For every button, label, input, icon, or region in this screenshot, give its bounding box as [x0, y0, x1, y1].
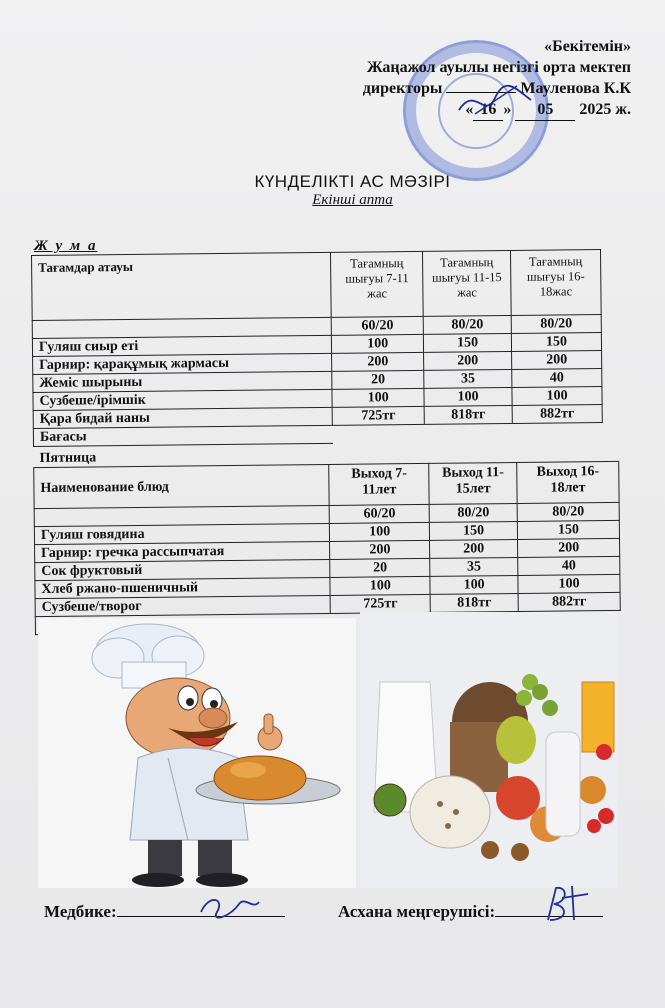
- director-signature: [455, 80, 535, 120]
- row-name: Сок фруктовый: [35, 559, 331, 580]
- approval-date: « 16 » 05 2025 ж.: [363, 99, 631, 121]
- row-value: 150: [424, 333, 512, 352]
- kz-menu-table: [31, 249, 603, 447]
- row-name: Қара бидай наны: [33, 407, 332, 428]
- approval-title: «Бекітемін»: [544, 38, 631, 55]
- ru-col-age-11-15: Выход 11-15лет: [429, 463, 517, 505]
- school-name: Жаңажол ауылы негізгі орта мектеп: [366, 59, 631, 76]
- director-label: директоры: [362, 80, 443, 97]
- row-value: 40: [518, 556, 620, 575]
- row-name: Гуляш сиыр еті: [32, 335, 331, 356]
- row-value: 100: [330, 522, 430, 541]
- row-name: Сузбеше/творог: [35, 595, 331, 616]
- healthy-food-photo: [360, 612, 618, 888]
- date-month: 05: [515, 99, 575, 121]
- row-value: 882тг: [512, 405, 602, 424]
- row-value: 200: [332, 352, 424, 371]
- date-year: 2025 ж.: [579, 101, 631, 118]
- kz-col-age-11-15: Тағамның шығуы 11-15 жас: [423, 250, 512, 316]
- row-value: 100: [512, 387, 602, 406]
- row-value: 80/20: [429, 504, 517, 523]
- ru-day-label: Пятница: [34, 445, 619, 468]
- row-name: Сузбеше/ірімшік: [33, 389, 332, 410]
- row-value: 80/20: [423, 315, 511, 334]
- row-value: 200: [330, 540, 430, 559]
- canteen-head-label: Асхана меңгерушісі:: [338, 902, 496, 921]
- row-value: 60/20: [330, 504, 430, 523]
- kz-col-age-7-11: Тағамның шығуы 7-11 жас: [331, 251, 424, 317]
- price-label: Бағасы: [33, 425, 332, 446]
- row-name: Гарнир: гречка рассыпчатая: [35, 541, 331, 562]
- kz-header-row: [32, 250, 602, 321]
- row-value: 35: [424, 369, 512, 388]
- row-value: 200: [430, 540, 518, 559]
- row-value: 20: [330, 558, 430, 577]
- row-value: 200: [512, 351, 602, 370]
- row-value: 80/20: [517, 502, 619, 521]
- row-value: 818тг: [430, 594, 518, 613]
- row-name: Жеміс шырыны: [33, 371, 332, 392]
- canteen-head-signature: [538, 880, 598, 926]
- ru-col-age-7-11: Выход 7-11лет: [329, 463, 429, 505]
- ru-menu-table: [33, 445, 621, 635]
- row-value: 60/20: [331, 316, 423, 335]
- row-value: 882тг: [518, 592, 620, 611]
- row-value: 100: [330, 576, 430, 595]
- row-value: 200: [518, 538, 620, 557]
- ru-header-row: [34, 461, 619, 508]
- row-value: 20: [332, 370, 424, 389]
- row-value: 100: [518, 574, 620, 593]
- row-value: 150: [517, 520, 619, 539]
- row-value: 100: [332, 388, 424, 407]
- row-name: Хлеб ржано-пшеничный: [35, 577, 331, 598]
- chef-illustration: [38, 618, 356, 888]
- ru-col-name: Наименование блюд: [34, 464, 330, 508]
- row-value: 100: [332, 334, 424, 353]
- row-value: 818тг: [424, 405, 512, 424]
- row-name: Гарнир: қарақұмық жармасы: [33, 353, 332, 374]
- row-value: 35: [430, 558, 518, 577]
- nurse-signature: [195, 888, 265, 928]
- row-value: 725тг: [330, 594, 430, 613]
- row-value: 100: [430, 576, 518, 595]
- row-value: 200: [424, 351, 512, 370]
- row-value: 150: [430, 522, 518, 541]
- kz-col-name: Тағамдар атауы: [32, 252, 332, 320]
- row-value: 150: [511, 333, 601, 352]
- row-value: 725тг: [332, 406, 424, 425]
- date-day: 16: [473, 99, 503, 121]
- menu-title: [0, 172, 665, 209]
- director-name: Мауленова К.К: [520, 80, 631, 97]
- row-name: Гуляш говядина: [34, 523, 330, 544]
- kz-day-label: Ж у м а: [34, 238, 98, 254]
- ru-col-age-16-18: Выход 16-18лет: [517, 461, 619, 503]
- nurse-label: Медбике:: [44, 902, 117, 921]
- row-value: 100: [424, 387, 512, 406]
- week-subtitle: Екінші апта: [312, 192, 393, 208]
- page-title: КҮНДЕЛІКТІ АС МӘЗІРІ: [254, 172, 451, 191]
- row-value: 40: [512, 369, 602, 388]
- kz-col-age-16-18: Тағамның шығуы 16-18жас: [511, 250, 602, 316]
- row-value: 80/20: [511, 315, 601, 334]
